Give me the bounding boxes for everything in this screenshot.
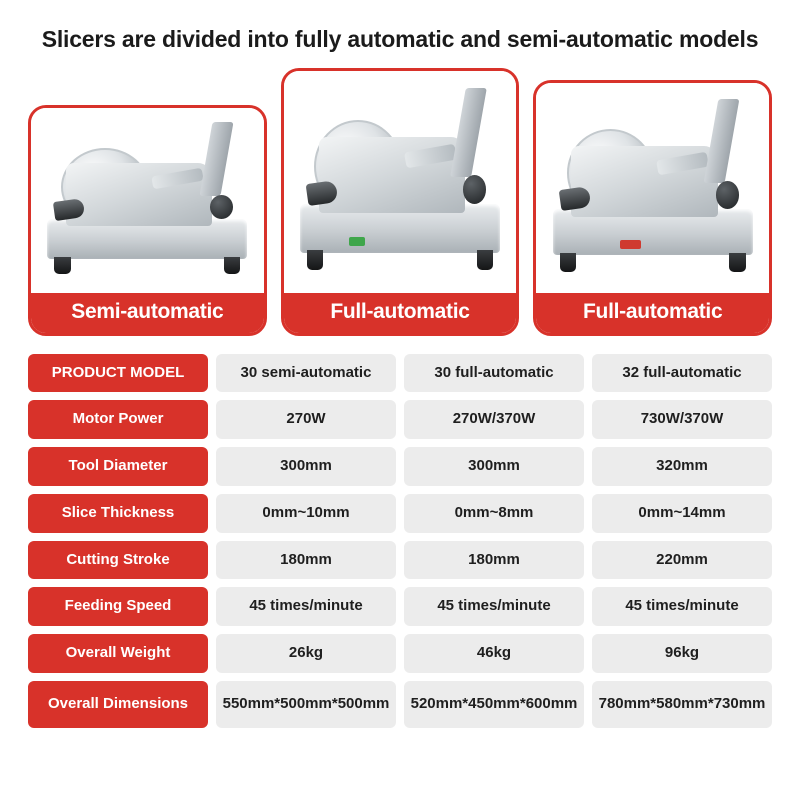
table-row	[28, 634, 772, 673]
spec-value: 0mm~8mm	[404, 494, 584, 533]
spec-label: Overall Dimensions	[28, 681, 208, 728]
spec-value: 45 times/minute	[404, 587, 584, 626]
product-card-semi-automatic[interactable]	[28, 105, 267, 336]
spec-value: 320mm	[592, 447, 772, 486]
spec-value: 96kg	[592, 634, 772, 673]
spec-table	[0, 336, 800, 754]
spec-label: Cutting Stroke	[28, 541, 208, 580]
spec-value: 0mm~14mm	[592, 494, 772, 533]
spec-label: Motor Power	[28, 400, 208, 439]
product-photo-1	[31, 108, 264, 293]
spec-value: 300mm	[404, 447, 584, 486]
spec-value: 45 times/minute	[216, 587, 396, 626]
table-row	[28, 587, 772, 626]
product-photo-3	[536, 83, 769, 293]
table-row	[28, 447, 772, 486]
spec-label: PRODUCT MODEL	[28, 354, 208, 393]
slicer-illustration-icon	[536, 83, 769, 293]
spec-value: 30 full-automatic	[404, 354, 584, 393]
slicer-illustration-icon	[31, 108, 264, 293]
table-row	[28, 400, 772, 439]
spec-value: 0mm~10mm	[216, 494, 396, 533]
product-card-caption: Full-automatic	[536, 293, 769, 333]
table-row	[28, 354, 772, 393]
spec-value: 45 times/minute	[592, 587, 772, 626]
product-card-caption: Semi-automatic	[31, 293, 264, 333]
spec-value: 32 full-automatic	[592, 354, 772, 393]
table-row	[28, 681, 772, 728]
spec-value: 270W	[216, 400, 396, 439]
slicer-illustration-icon	[284, 71, 517, 293]
spec-value: 220mm	[592, 541, 772, 580]
spec-label: Overall Weight	[28, 634, 208, 673]
product-card-full-automatic-32[interactable]	[533, 80, 772, 336]
table-row	[28, 541, 772, 580]
spec-value: 180mm	[216, 541, 396, 580]
spec-value: 46kg	[404, 634, 584, 673]
spec-value: 180mm	[404, 541, 584, 580]
product-photo-2	[284, 71, 517, 293]
spec-value: 520mm*450mm*600mm	[404, 681, 584, 728]
product-card-row	[0, 68, 800, 336]
spec-value: 26kg	[216, 634, 396, 673]
product-card-full-automatic-30[interactable]	[281, 68, 520, 336]
spec-value: 780mm*580mm*730mm	[592, 681, 772, 728]
spec-value: 730W/370W	[592, 400, 772, 439]
spec-label: Feeding Speed	[28, 587, 208, 626]
spec-value: 300mm	[216, 447, 396, 486]
spec-label: Tool Diameter	[28, 447, 208, 486]
spec-value: 550mm*500mm*500mm	[216, 681, 396, 728]
product-card-caption: Full-automatic	[284, 293, 517, 333]
table-row	[28, 494, 772, 533]
spec-label: Slice Thickness	[28, 494, 208, 533]
page-title: Slicers are divided into fully automatic and semi-automatic models	[41, 26, 759, 52]
spec-value: 30 semi-automatic	[216, 354, 396, 393]
spec-value: 270W/370W	[404, 400, 584, 439]
